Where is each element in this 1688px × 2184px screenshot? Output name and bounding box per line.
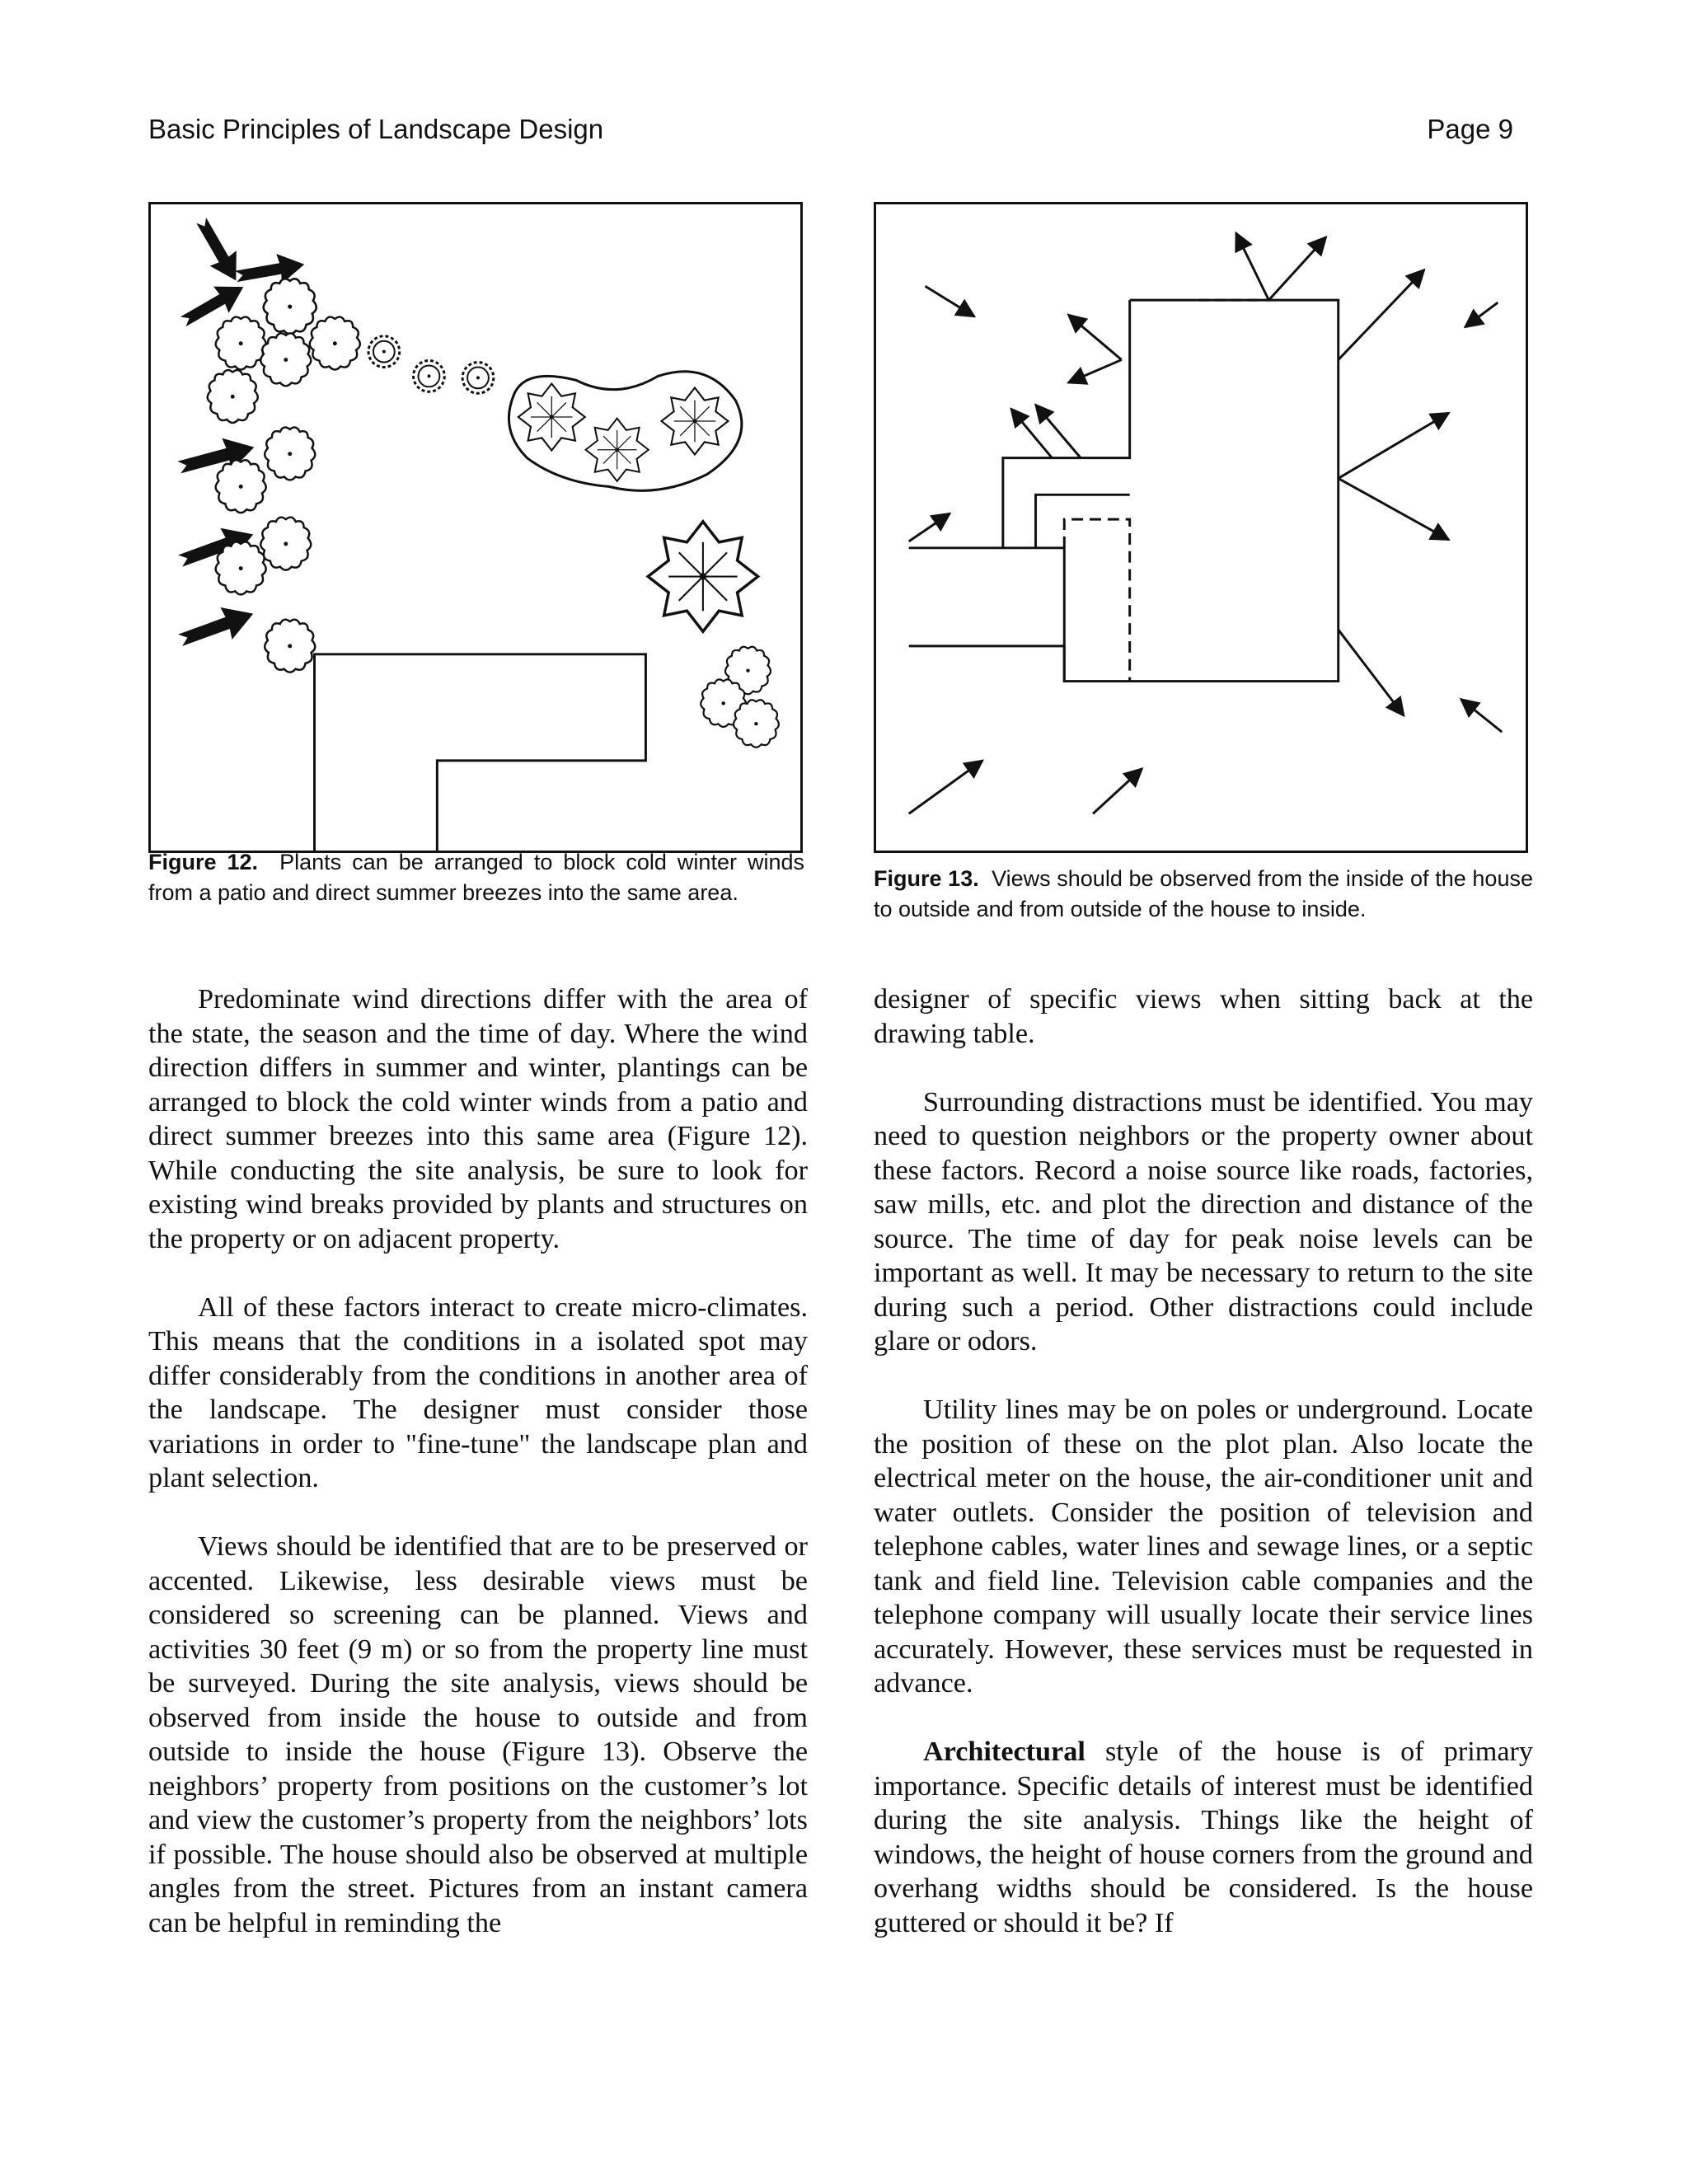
paragraph-micro-climates: All of these factors interact to create micro-climates. This means that the conditions in a isolated spot may differ considerably from the conditions in another area of the landscape. The designer must consider those variations in order to "fine-tune" the landscape plan and plant selection. xyxy=(148,1291,808,1493)
figure-13-caption-text: Views should be observed from the inside of the house to outside and from outside of the house to inside. xyxy=(874,866,1533,921)
page-number: Page 9 xyxy=(1427,114,1513,144)
paragraph-utility-lines: Utility lines may be on poles or underground. Locate the position of these on the plot plan. Also locate the electrical meter on the house, the air-conditioner unit and water outlets. Consider the position of television and telephone cables, water lines and sewage lines, or a septic tank and field line. Television cable companies and the telephone company will usually locate their service lines accurately. However, these services must be requested in advance. xyxy=(874,1394,1533,1699)
architectural-text: style of the house is of primary importance. Specific details of interest must be identified during the site analysis. Things like the height of windows, the height of house corners from the ground and overhang widths should be considered. Is the house guttered or should it be? If xyxy=(874,1736,1533,1938)
figure-12-label: Figure 12. xyxy=(148,850,259,874)
left-column xyxy=(148,982,808,1975)
paragraph-distractions: Surrounding distractions must be identified. You may need to question neighbors or the property owner about these factors. Record a noise source like roads, factories, saw mills, etc. and plot the direction and distance of the source. The time of day for peak noise levels can be important as well. It may be necessary to return to the site during such a period. Other distractions could include glare or odors. xyxy=(874,1086,1533,1357)
figure-13-caption xyxy=(874,864,1533,925)
paragraph-drawing-table: designer of specific views when sitting back at the drawing table. xyxy=(874,984,1533,1049)
figure-12-illustration xyxy=(148,202,803,853)
figure-13-illustration xyxy=(874,202,1528,853)
architectural-bold: Architectural xyxy=(923,1736,1085,1767)
right-column xyxy=(874,982,1533,1975)
figure-12-caption xyxy=(148,847,804,908)
paragraph-wind-directions: Predominate wind directions differ with the area of the state, the season and the time of day. Where the wind direction differs in summer and winter, plantings can be arranged to block the cold winter winds from a patio and direct summer breezes into this same area (Figure 12). While conducting the site analysis, be sure to look for existing wind breaks provided by plants and structures on the property or on adjacent property. xyxy=(148,984,808,1254)
running-header-title: Basic Principles of Landscape Design xyxy=(148,114,604,144)
figure-13-label: Figure 13. xyxy=(874,866,979,891)
paragraph-architectural xyxy=(874,1735,1533,1940)
figure-12-caption-text: Plants can be arranged to block cold winter winds from a patio and direct summer breezes into the same area. xyxy=(148,850,804,905)
paragraph-views: Views should be identified that are to be preserved or accented. Likewise, less desirable views must be considered so screening can be planned. Views and activities 30 feet (9 m) or so from the property line must be surveyed. During the site analysis, views should be observed from inside the house to outside and from outside to inside the house (Figure 13). Observe the neighbors’ property from positions on the customer’s lot and view the customer’s property from the neighbors’ lots if possible. The house should also be observed at multiple angles from the street. Pictures from an instant camera can be helpful in reminding the xyxy=(148,1531,808,1938)
